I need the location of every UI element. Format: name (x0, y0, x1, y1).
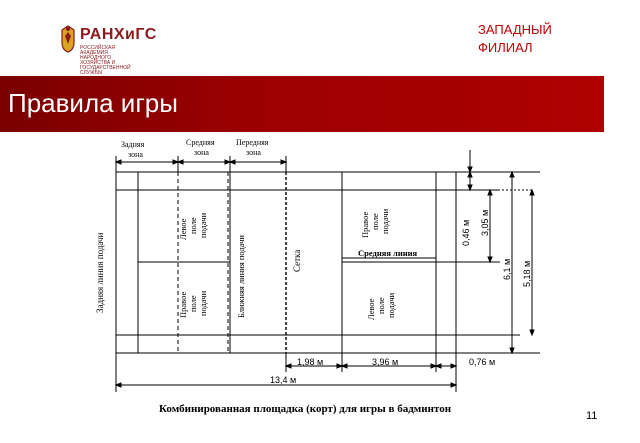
logo-text: РАНХиГС (80, 26, 157, 43)
zone-front-label-1: Передняя (236, 138, 269, 147)
figure-caption: Комбинированная площадка (корт) для игры в бадминтон (158, 403, 452, 415)
svg-text:подачи: подачи (198, 212, 208, 238)
dim-076: 0,76 м (469, 357, 496, 367)
right-field-bottom-label (178, 290, 208, 318)
dim-518: 5,18 м (522, 260, 532, 287)
zone-back-label-2: зона (128, 150, 143, 159)
zone-middle-label-2: зона (194, 148, 209, 157)
slide-title: Правила игры (8, 88, 178, 118)
svg-text:Левое: Левое (178, 218, 188, 240)
logo-subtext: РОССИЙСКАЯ АКАДЕМИЯ НАРОДНОГО ХОЗЯЙСТВА И ГОСУДАРСТВЕННОЙ СЛУЖБЫ (80, 45, 131, 76)
page-number: 11 (586, 410, 598, 422)
zone-front-label-2: зона (246, 148, 261, 157)
dim-134: 13,4 м (270, 375, 297, 385)
svg-text:Правое: Правое (178, 291, 188, 318)
svg-text:подачи: подачи (198, 290, 208, 316)
svg-text:Правое: Правое (360, 211, 370, 238)
dim-198: 1,98 м (297, 357, 324, 367)
center-line-label: Средняя линия (358, 248, 418, 258)
svg-text:поле: поле (188, 217, 198, 234)
right-field-top-label (360, 208, 390, 238)
zone-middle-label-1: Средняя (186, 138, 215, 147)
svg-text:поле: поле (370, 213, 380, 230)
svg-text:поле: поле (376, 297, 386, 314)
svg-text:Левое: Левое (366, 298, 376, 320)
svg-text:подачи: подачи (380, 208, 390, 234)
left-field-bottom-label (366, 292, 396, 320)
branch-line-2: ФИЛИАЛ (478, 40, 533, 55)
dim-046: 0,46 м (461, 219, 471, 246)
dim-305: 3,05 м (480, 209, 490, 236)
branch-line-1: ЗАПАДНЫЙ (478, 22, 552, 37)
zone-back-label-1: Задняя (121, 140, 145, 149)
dim-396: 3,96 м (372, 357, 399, 367)
near-service-line-label: Ближняя линия подачи (236, 235, 246, 318)
dim-61: 6,1 м (502, 258, 512, 280)
svg-text:подачи: подачи (386, 292, 396, 318)
net-label: Сетка (292, 249, 302, 272)
left-field-top-label (178, 212, 208, 240)
back-service-line-label: Задняя линия подачи (95, 232, 105, 313)
svg-text:поле: поле (188, 295, 198, 312)
